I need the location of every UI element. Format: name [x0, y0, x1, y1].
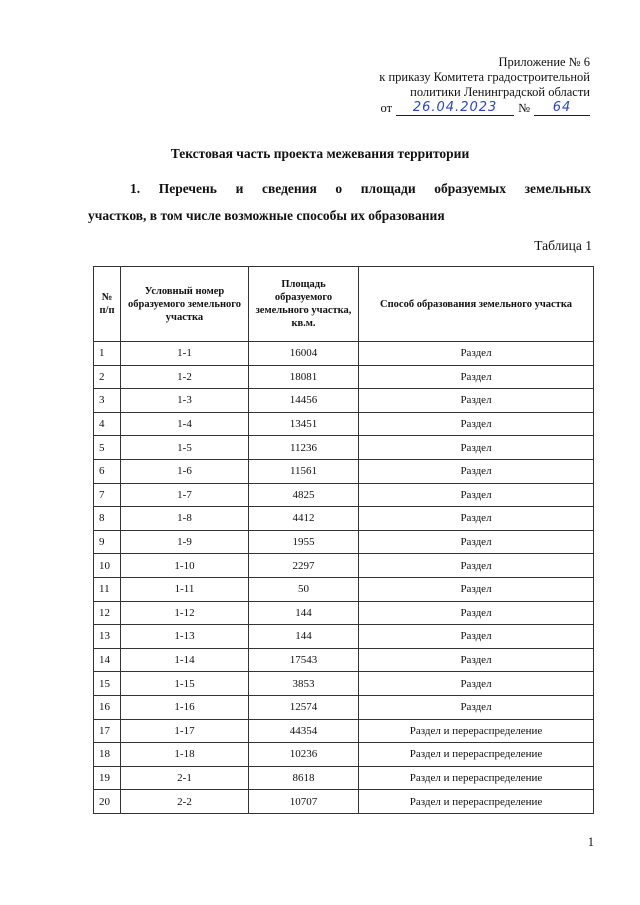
plot-id-cell: 1-3 [121, 389, 249, 413]
formation-method-cell: Раздел [359, 459, 594, 483]
table-row [94, 766, 594, 790]
area-cell: 1955 [249, 530, 359, 554]
formation-method-cell: Раздел [359, 601, 594, 625]
area-cell: 4412 [249, 507, 359, 531]
row-number-cell: 17 [94, 719, 121, 743]
plot-id-cell: 1-11 [121, 577, 249, 601]
plot-id-cell: 1-16 [121, 695, 249, 719]
row-number-cell: 1 [94, 342, 121, 366]
row-number-cell: 7 [94, 483, 121, 507]
row-number-cell: 11 [94, 577, 121, 601]
appendix-header [290, 55, 590, 116]
table-row [94, 719, 594, 743]
area-cell: 18081 [249, 365, 359, 389]
row-number-cell: 2 [94, 365, 121, 389]
document-title: Текстовая часть проекта межевания территории [170, 146, 470, 161]
area-cell: 50 [249, 577, 359, 601]
formation-method-cell: Раздел [359, 412, 594, 436]
formation-method-cell: Раздел [359, 530, 594, 554]
formation-method-cell: Раздел и перераспределение [359, 719, 594, 743]
plot-id-cell: 1-9 [121, 530, 249, 554]
table-row [94, 459, 594, 483]
handwritten-date: 26.04.2023 [396, 101, 514, 116]
area-cell: 4825 [249, 483, 359, 507]
row-number-cell: 13 [94, 625, 121, 649]
date-prefix: от [380, 101, 393, 115]
row-number-cell: 19 [94, 766, 121, 790]
row-number-cell: 5 [94, 436, 121, 460]
area-cell: 14456 [249, 389, 359, 413]
table-row [94, 389, 594, 413]
row-number-cell: 10 [94, 554, 121, 578]
table-body [94, 342, 594, 814]
section-heading-word: Перечень [158, 181, 217, 196]
table-row [94, 530, 594, 554]
area-cell: 11561 [249, 459, 359, 483]
header-formation-method: Способ образования земельного участка [359, 267, 594, 342]
area-cell: 10236 [249, 743, 359, 767]
area-cell: 44354 [249, 719, 359, 743]
formation-method-cell: Раздел [359, 577, 594, 601]
table-row [94, 695, 594, 719]
area-cell: 2297 [249, 554, 359, 578]
order-date-line [290, 101, 590, 116]
formation-method-cell: Раздел [359, 625, 594, 649]
table-row [94, 436, 594, 460]
area-cell: 10707 [249, 790, 359, 814]
number-prefix: № [518, 101, 530, 115]
plot-id-cell: 1-15 [121, 672, 249, 696]
row-number-cell: 6 [94, 459, 121, 483]
table-row [94, 743, 594, 767]
area-cell: 8618 [249, 766, 359, 790]
table-row [94, 412, 594, 436]
area-cell: 144 [249, 601, 359, 625]
area-cell: 3853 [249, 672, 359, 696]
table-row [94, 648, 594, 672]
row-number-cell: 14 [94, 648, 121, 672]
row-number-cell: 9 [94, 530, 121, 554]
header-row-number: № п/п [94, 267, 121, 342]
table-row [94, 625, 594, 649]
table-header-row [94, 267, 594, 342]
appendix-number: Приложение № 6 [498, 55, 590, 69]
land-plots-table [93, 266, 594, 814]
plot-id-cell: 1-13 [121, 625, 249, 649]
table-caption: Таблица 1 [534, 238, 592, 253]
plot-id-cell: 1-1 [121, 342, 249, 366]
handwritten-order-number: 64 [534, 101, 590, 116]
header-plot-id: Условный номер образуемого земельного участка [121, 267, 249, 342]
committee-name: политики Ленинградской области [410, 85, 590, 99]
order-reference: к приказу Комитета градостроительной [379, 70, 590, 84]
plot-id-cell: 2-1 [121, 766, 249, 790]
section-heading-word: земельных [524, 181, 591, 196]
plot-id-cell: 1-14 [121, 648, 249, 672]
formation-method-cell: Раздел [359, 483, 594, 507]
section-heading [88, 175, 591, 229]
row-number-cell: 4 [94, 412, 121, 436]
row-number-cell: 18 [94, 743, 121, 767]
area-cell: 11236 [249, 436, 359, 460]
table-row [94, 554, 594, 578]
table-row [94, 601, 594, 625]
formation-method-cell: Раздел [359, 507, 594, 531]
header-area: Площадь образуемого земельного участка, кв.м. [249, 267, 359, 342]
section-heading-line1 [88, 175, 591, 202]
formation-method-cell: Раздел и перераспределение [359, 766, 594, 790]
row-number-cell: 8 [94, 507, 121, 531]
formation-method-cell: Раздел [359, 342, 594, 366]
plot-id-cell: 1-7 [121, 483, 249, 507]
table-row [94, 790, 594, 814]
section-heading-line2: участков, в том числе возможные способы их образования [88, 208, 445, 223]
plot-id-cell: 1-10 [121, 554, 249, 578]
plot-id-cell: 1-6 [121, 459, 249, 483]
section-heading-word: сведения [261, 181, 317, 196]
plot-id-cell: 1-5 [121, 436, 249, 460]
area-cell: 16004 [249, 342, 359, 366]
row-number-cell: 15 [94, 672, 121, 696]
table-row [94, 672, 594, 696]
section-heading-word: и [235, 181, 244, 196]
row-number-cell: 3 [94, 389, 121, 413]
table-row [94, 365, 594, 389]
formation-method-cell: Раздел [359, 554, 594, 578]
plot-id-cell: 1-17 [121, 719, 249, 743]
formation-method-cell: Раздел и перераспределение [359, 790, 594, 814]
formation-method-cell: Раздел [359, 389, 594, 413]
page-number: 1 [587, 835, 594, 849]
table-row [94, 577, 594, 601]
plot-id-cell: 2-2 [121, 790, 249, 814]
table-row [94, 483, 594, 507]
area-cell: 144 [249, 625, 359, 649]
formation-method-cell: Раздел [359, 365, 594, 389]
section-number: 1. [130, 181, 141, 196]
formation-method-cell: Раздел и перераспределение [359, 743, 594, 767]
plot-id-cell: 1-12 [121, 601, 249, 625]
section-heading-word: о [335, 181, 343, 196]
row-number-cell: 12 [94, 601, 121, 625]
area-cell: 17543 [249, 648, 359, 672]
section-heading-word: площади [360, 181, 416, 196]
formation-method-cell: Раздел [359, 672, 594, 696]
formation-method-cell: Раздел [359, 436, 594, 460]
row-number-cell: 16 [94, 695, 121, 719]
plot-id-cell: 1-18 [121, 743, 249, 767]
table-row [94, 507, 594, 531]
formation-method-cell: Раздел [359, 695, 594, 719]
plot-id-cell: 1-4 [121, 412, 249, 436]
area-cell: 12574 [249, 695, 359, 719]
table-row [94, 342, 594, 366]
section-heading-word: образуемых [434, 181, 506, 196]
row-number-cell: 20 [94, 790, 121, 814]
plot-id-cell: 1-2 [121, 365, 249, 389]
plot-id-cell: 1-8 [121, 507, 249, 531]
area-cell: 13451 [249, 412, 359, 436]
formation-method-cell: Раздел [359, 648, 594, 672]
